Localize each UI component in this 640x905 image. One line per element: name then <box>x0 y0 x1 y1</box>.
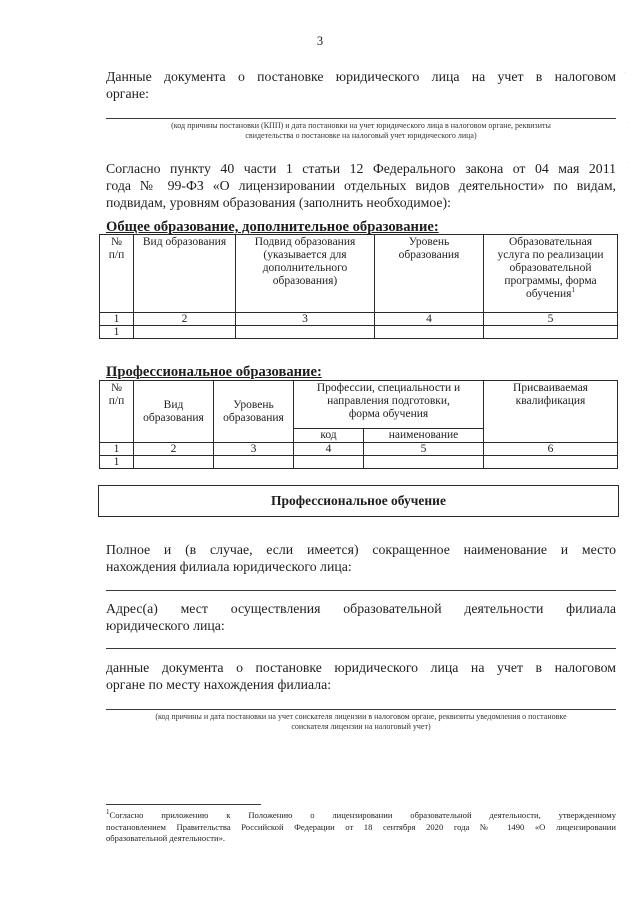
text-line: образовательной деятельности». <box>106 833 226 843</box>
footnote-mark: 1 <box>106 808 110 817</box>
table-cell[interactable] <box>375 326 484 339</box>
table-row <box>100 326 618 339</box>
index-cell: 6 <box>484 443 618 456</box>
header-level: Уровень образования <box>214 381 294 443</box>
page-number: 3 <box>316 34 324 48</box>
header-num: № п/п <box>100 235 134 313</box>
professional-education-table <box>99 380 618 469</box>
text-line: Полное и (в случае, если имеется) сокращенное наименование и место <box>106 542 616 557</box>
index-cell: 1 <box>100 443 134 456</box>
table-cell[interactable] <box>134 326 236 339</box>
branch-name-fill-line[interactable] <box>106 590 616 591</box>
text-line: органе по месту нахождения филиала: <box>106 677 332 692</box>
professional-education-heading: Профессиональное образование: <box>106 364 322 380</box>
branch-tax-text <box>106 659 616 693</box>
hint-line: соискателя лицензии на налоговый учет) <box>291 722 431 731</box>
footnote-divider <box>106 804 261 805</box>
index-cell: 5 <box>364 443 484 456</box>
table-cell[interactable]: 1 <box>100 456 134 469</box>
table-cell[interactable] <box>484 326 618 339</box>
table-cell[interactable] <box>294 456 364 469</box>
tax-registration-text <box>106 68 616 102</box>
table-row <box>100 456 618 469</box>
text-line: Данные документа о постановке юридического лица на учет в налоговом <box>106 69 616 84</box>
header-service: Образовательная услуга по реализации образовательной программы, форма обучения$^1$ <box>484 235 618 313</box>
header-code: код <box>294 429 364 443</box>
index-cell: 2 <box>134 313 236 326</box>
branch-tax-fill-line[interactable] <box>106 709 616 710</box>
text-line: $^1$Согласно приложению к Положению о лицензировании образовательной деятельности, утвержденному <box>106 808 616 820</box>
header-kind: Вид образования <box>134 381 214 443</box>
scan-speck: · <box>624 70 626 76</box>
table-index-row <box>100 313 618 326</box>
header-subtype: Подвид образования (указывается для дополнительного образования) <box>236 235 375 313</box>
index-cell: 2 <box>134 443 214 456</box>
index-cell: 3 <box>236 313 375 326</box>
general-education-table <box>99 234 618 339</box>
tax-registration-hint <box>106 121 616 141</box>
branch-name-text <box>106 541 616 575</box>
text-line: Адрес(а) мест осуществления образовательной деятельности филиала <box>106 601 616 616</box>
header-level: Уровень образования <box>375 235 484 313</box>
branch-address-text <box>106 600 616 634</box>
table-cell[interactable] <box>364 456 484 469</box>
table-cell[interactable]: 1 <box>100 326 134 339</box>
table-header-row <box>100 381 618 429</box>
text-line: нахождения филиала юридического лица: <box>106 559 352 574</box>
header-professions: Профессии, специальности и направления подготовки, форма обучения <box>294 381 484 429</box>
general-education-heading: Общее образование, дополнительное образование: <box>106 219 439 235</box>
header-num: № п/п <box>100 381 134 443</box>
header-name: наименование <box>364 429 484 443</box>
table-cell[interactable] <box>214 456 294 469</box>
hint-line: свидетельства о постановке на налоговый учет юридического лица) <box>245 131 477 140</box>
text-line: года № 99-ФЗ «О лицензировании отдельных видов деятельности» по видам, <box>106 178 616 193</box>
hint-line: (код причины и дата постановки на учет соискателя лицензии в налоговом органе, реквизиты уведомления о постановке <box>155 712 567 721</box>
law-reference-text <box>106 160 616 211</box>
hint-line: (код причины постановки (КПП) и дата постановки на учет юридического лица в налоговом органе, реквизиты <box>171 121 551 130</box>
table-index-row <box>100 443 618 456</box>
table-header-row <box>100 235 618 313</box>
index-cell: 5 <box>484 313 618 326</box>
text-line: юридического лица: <box>106 618 225 633</box>
index-cell: 4 <box>294 443 364 456</box>
header-kind: Вид образования <box>134 235 236 313</box>
index-cell: 4 <box>375 313 484 326</box>
text-line: органе: <box>106 86 149 101</box>
text-line: данные документа о постановке юридического лица на учет в налоговом <box>106 660 616 675</box>
table-cell[interactable] <box>134 456 214 469</box>
text-line: постановлением Правительства Российской Федерации от 18 сентября 2020 года № 1490 «О лицензировании <box>106 821 616 832</box>
index-cell: 3 <box>214 443 294 456</box>
professional-training-box[interactable]: Профессиональное обучение <box>98 485 619 517</box>
text-line: подвидам, уровням образования (заполнить необходимое): <box>106 195 451 210</box>
tax-registration-fill-line[interactable] <box>106 118 616 119</box>
footnote <box>106 810 616 845</box>
header-qualification: Присваиваемая квалификация <box>484 381 618 443</box>
table-cell[interactable] <box>236 326 375 339</box>
table-cell[interactable] <box>484 456 618 469</box>
branch-tax-hint <box>106 712 616 732</box>
branch-address-fill-line[interactable] <box>106 648 616 649</box>
scan-speck: · <box>626 160 628 166</box>
text-line: Согласно пункту 40 части 1 статьи 12 Федерального закона от 04 мая 2011 <box>106 161 616 176</box>
footnote-mark: 1 <box>571 286 575 295</box>
scan-speck: · <box>628 120 630 126</box>
index-cell: 1 <box>100 313 134 326</box>
